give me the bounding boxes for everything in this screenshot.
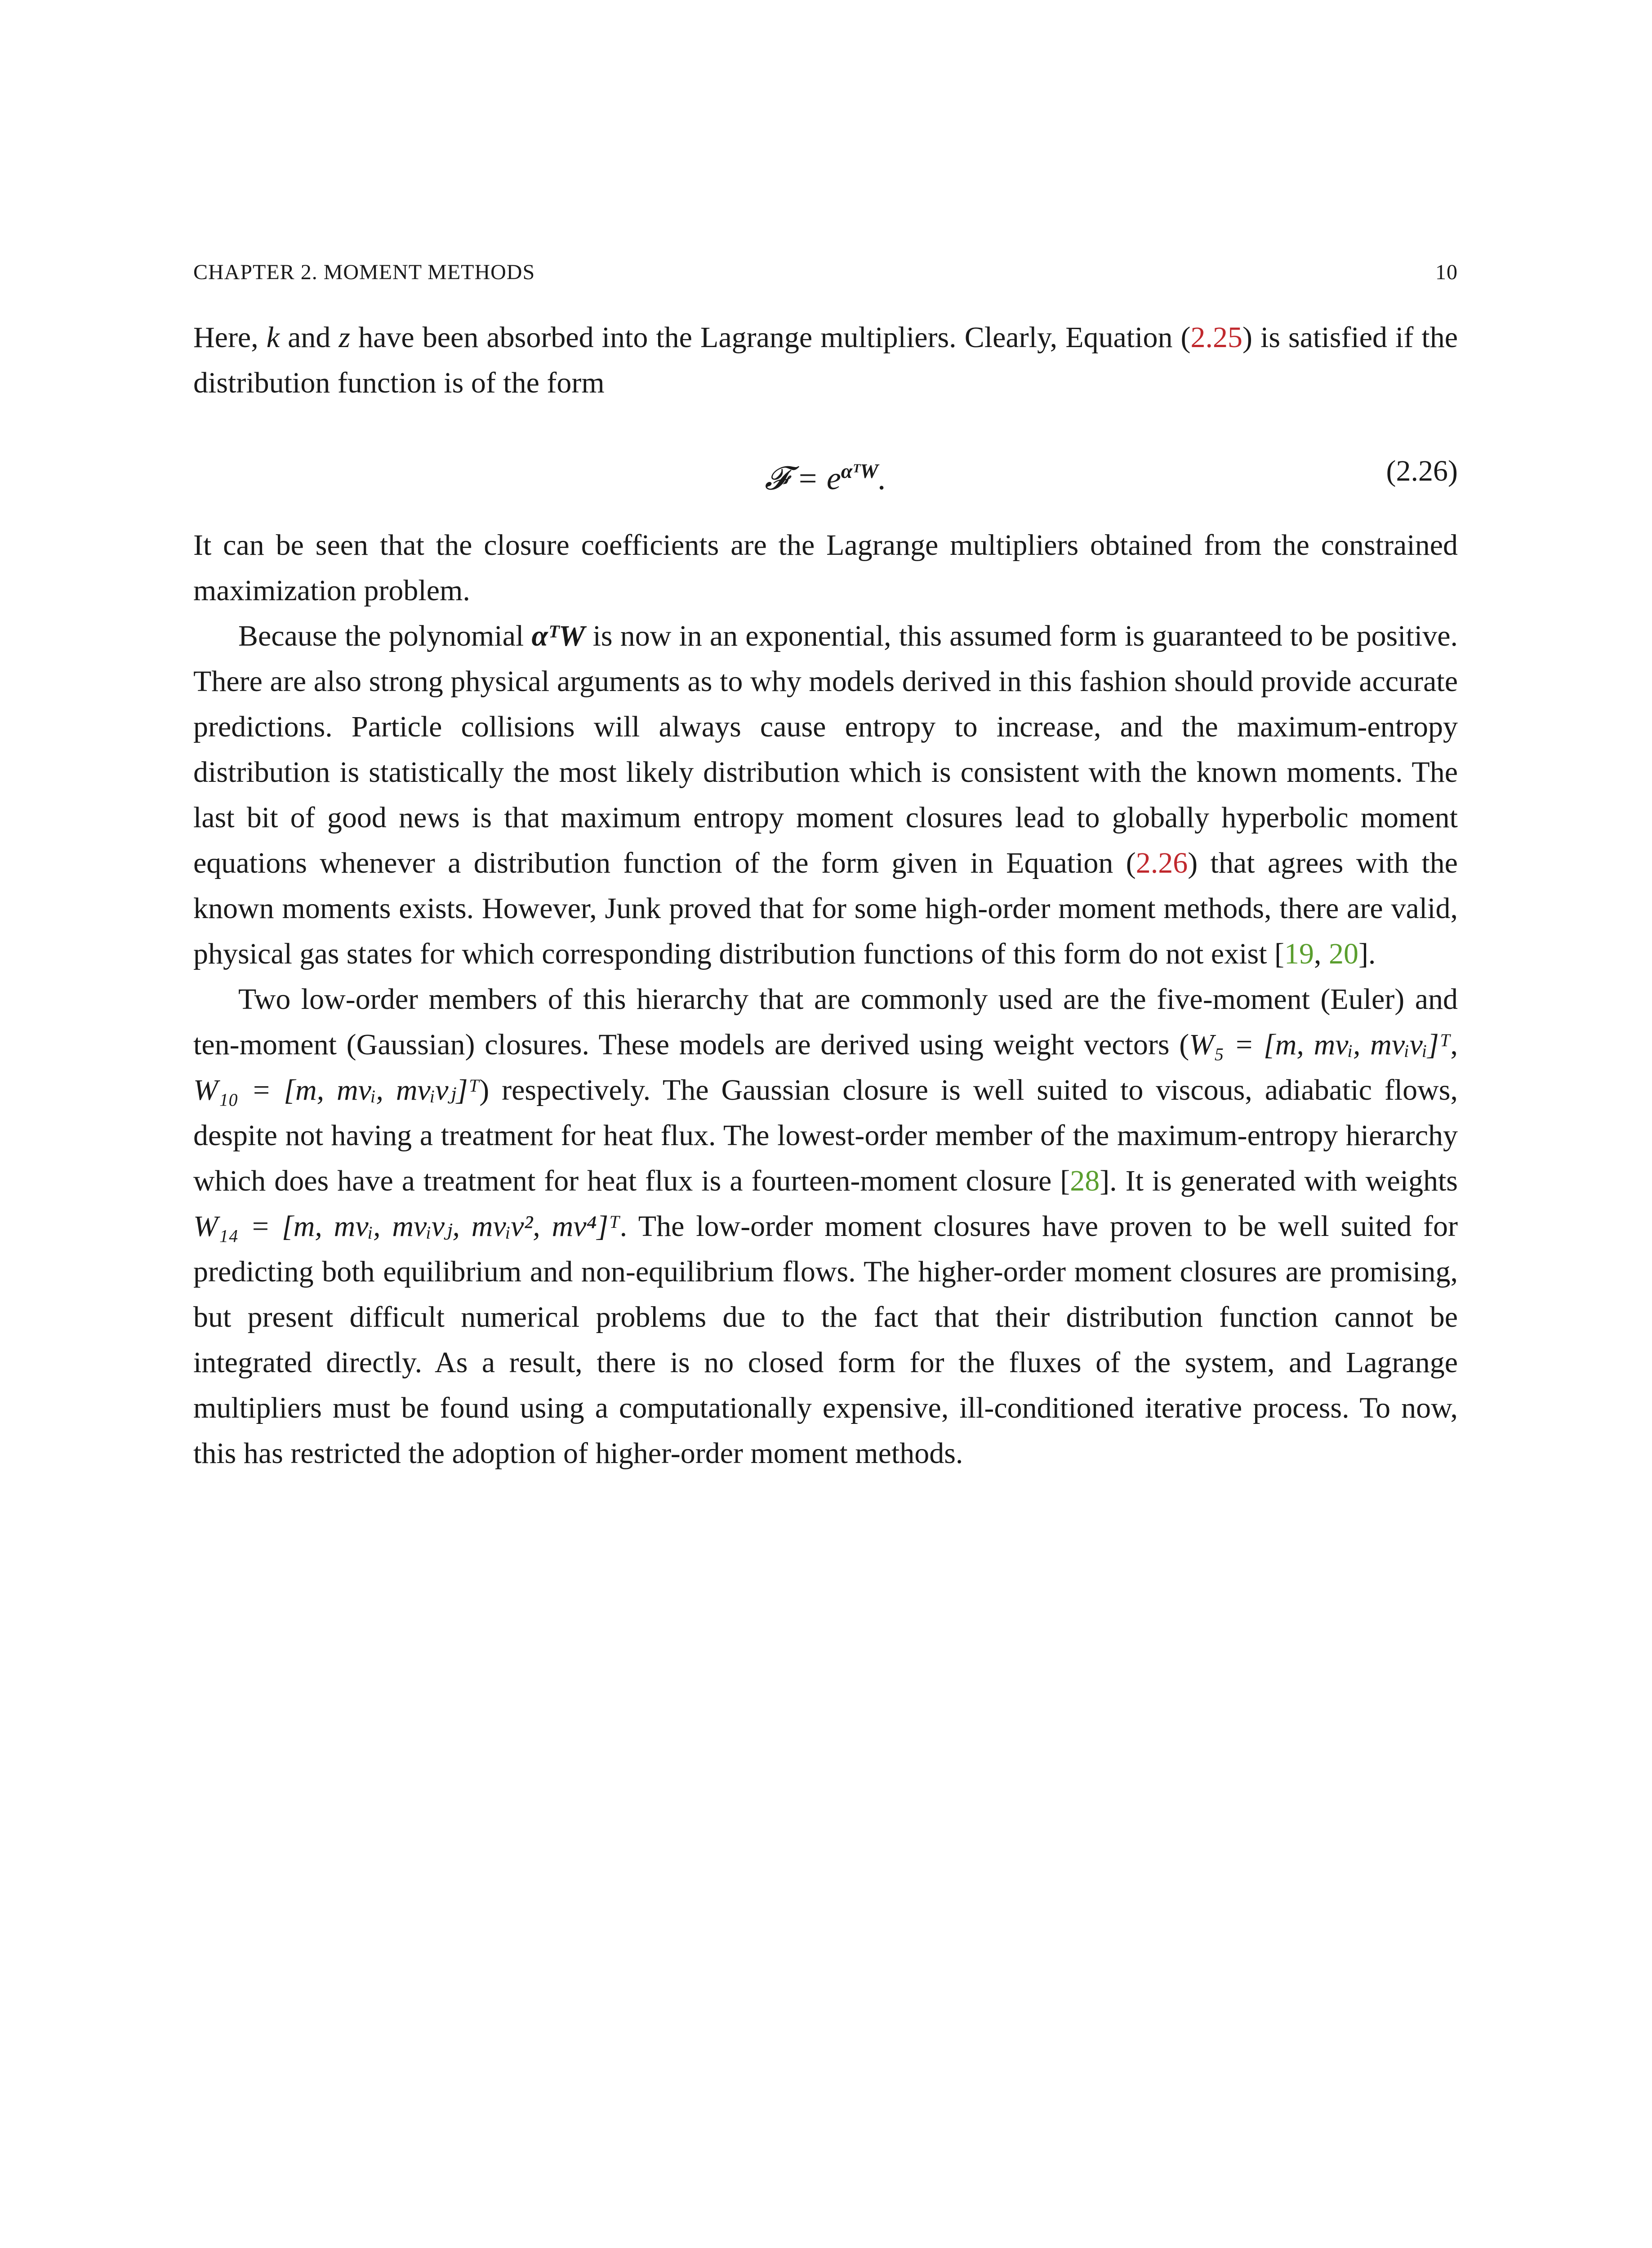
text-run: have been absorbed into the Lagrange multipliers. Clearly, Equation ( xyxy=(350,321,1191,354)
text-run: ]. xyxy=(1358,937,1376,970)
equation-lhs: 𝓕 = e xyxy=(765,460,841,496)
display-equation xyxy=(193,406,1458,522)
math-k: k xyxy=(266,321,280,354)
text-run: is now in an exponential, this assumed form is guaranteed to be positive. There are also strong physical arguments as to why models derived in this fashion should provide accurate predictions. Particle collisions will always cause entropy to increase, and the maximum-entropy distribution is statistically the most likely distribution which is consistent with the known moments. The last bit of good news is that maximum entropy moment closures lead to globally hyperbolic moment equations whenever a distribution function of the form given in Equation ( xyxy=(193,620,1458,879)
equation-math xyxy=(193,448,1458,501)
paragraph-2: It can be seen that the closure coefficients are the Lagrange multipliers obtained from the constrained maximization problem. xyxy=(193,529,1458,607)
equation-ref-link[interactable]: 2.25 xyxy=(1190,321,1242,354)
text-run: ) respectively. The Gaussian closure is well suited to viscous, adiabatic flows, despite not having a treatment for heat flux. The lowest-order member of the maximum-entropy hierarchy which does have a treatment for heat flux is a fourteen-moment closure [ xyxy=(193,1074,1458,1197)
text-run: ]. It is generated with weights xyxy=(1100,1164,1458,1197)
paragraph-1 xyxy=(193,315,1458,406)
text-run: ) that agrees with the known moments exists. However, Junk proved that for some high-order moment methods, there are valid, physical gas states for which corresponding distribution functions of this form do not exist [ xyxy=(193,847,1458,970)
running-header xyxy=(193,260,1458,285)
text-run: , xyxy=(1314,937,1329,970)
text-run: Two low-order members of this hierarchy that are commonly used are the five-moment (Euler) and ten-moment (Gaussian) closures. These models are derived using weight vectors ( xyxy=(193,983,1458,1061)
math-z: z xyxy=(338,321,351,354)
math-w14: W₁₄ = [m, mvᵢ, mvᵢvⱼ, mvᵢv², mv⁴]ᵀ xyxy=(193,1210,620,1243)
math-polynomial: αᵀW xyxy=(531,620,585,652)
text-run: and xyxy=(280,321,339,354)
text-run: , xyxy=(1450,1028,1458,1061)
paragraph-4 xyxy=(193,977,1458,1476)
text-run: . The low-order moment closures have proven to be well suited for predicting both equilibrium and non-equilibrium flows. The higher-order moment closures are promising, but present difficult numerical problems due to the fact that their distribution function cannot be integrated directly. As a result, there is no closed form for the fluxes of the system, and Lagrange multipliers must be found using a computationally expensive, ill-conditioned iterative process. To now, this has restricted the adoption of higher-order moment methods. xyxy=(193,1210,1458,1470)
text-run: Because the polynomial xyxy=(238,620,532,652)
equation-exponent: αᵀW xyxy=(841,459,878,482)
page-number: 10 xyxy=(1435,260,1458,284)
equation-period: . xyxy=(878,460,886,496)
text-run: ) is satisfied if the distribution function is of the form xyxy=(193,321,1458,399)
math-w10: W₁₀ = [m, mvᵢ, mvᵢvⱼ]ᵀ xyxy=(193,1074,480,1106)
citation-link[interactable]: 20 xyxy=(1328,937,1358,970)
citation-link[interactable]: 19 xyxy=(1284,937,1314,970)
text-run: Here, xyxy=(193,321,267,354)
citation-link[interactable]: 28 xyxy=(1070,1164,1100,1197)
paragraph-3 xyxy=(193,613,1458,977)
equation-number: (2.26) xyxy=(1386,455,1458,487)
math-w5: W₅ = [m, mvᵢ, mvᵢvᵢ]ᵀ xyxy=(1189,1028,1451,1061)
body-text xyxy=(193,315,1458,1476)
equation-ref-link[interactable]: 2.26 xyxy=(1135,847,1188,879)
chapter-title: CHAPTER 2. MOMENT METHODS xyxy=(193,260,535,284)
